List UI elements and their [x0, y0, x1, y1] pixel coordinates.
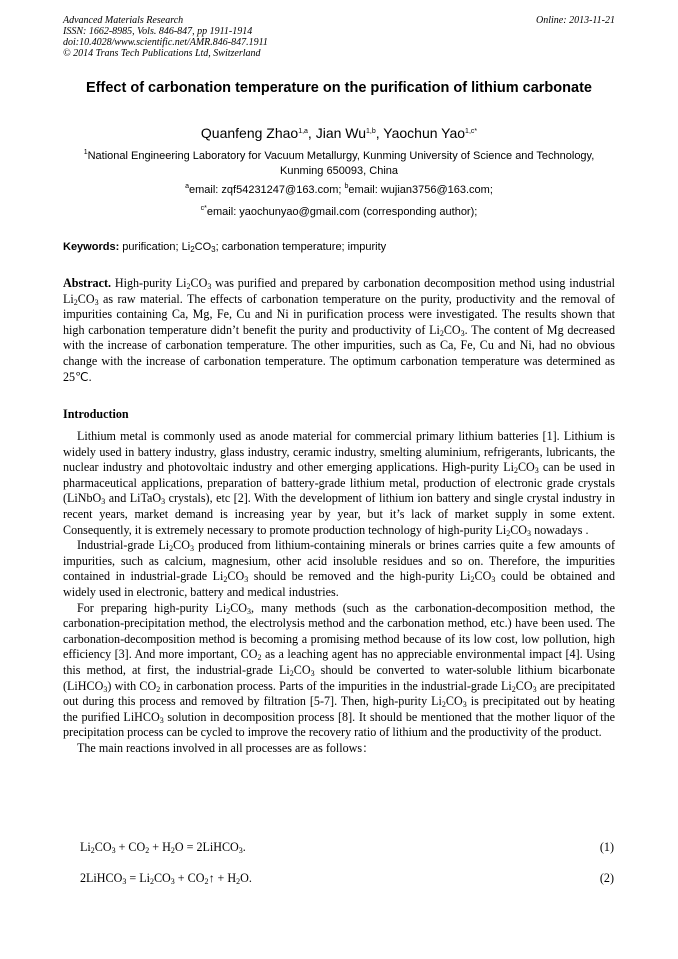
paragraph-text: crystals), etc [2]. With the development of lithium ion battery and single crystal industry in recent years, market demand is increasing year by year, but it’s lack of market supply in some extent. Consequently, it is extremely necessary to promote production technology of high-purity Li	[63, 491, 615, 537]
paragraph: The main reactions involved in all processes are as follows：	[77, 740, 375, 755]
subscript: 2	[90, 846, 95, 855]
subscript: 2	[513, 466, 518, 476]
subscript: 2	[156, 684, 161, 694]
subscript: 3	[238, 846, 243, 855]
copyright-line: © 2014 Trans Tech Publications Ltd, Switzerland	[63, 48, 261, 59]
abstract-text: CO	[190, 276, 208, 290]
equation-text: CO	[153, 871, 171, 885]
paragraph	[63, 601, 615, 741]
subscript: 3	[189, 544, 194, 554]
paragraph-text: Industrial-grade Li	[77, 538, 170, 553]
email-a: email: zqf54231247@163.com;	[189, 184, 342, 196]
paragraph-text: as a leaching agent has no appreciable environmental impact [4]. Using this method, at first, the industrial-grade Li	[63, 647, 616, 677]
keywords-text: ; carbonation temperature; impurity	[215, 241, 387, 253]
affiliation	[63, 149, 615, 178]
paragraph-text: are precipitated out during this process and removed by filtration [5-7]. Then, high-purity Li	[63, 678, 615, 709]
author-sup: 1,a	[298, 128, 308, 135]
paragraph-text: ) with CO	[107, 678, 157, 693]
subscript: 2	[470, 575, 475, 585]
affiliation-sup: 1	[83, 149, 88, 156]
paragraph	[63, 538, 615, 600]
subscript: 3	[247, 606, 251, 616]
abstract-text: High-purity Li	[111, 276, 187, 290]
subscript: 2	[73, 297, 78, 307]
equation-1	[80, 840, 614, 855]
issn-line: ISSN: 1662-8985, Vols. 846-847, pp 1911-1914	[63, 26, 253, 37]
subscript: 2	[169, 544, 174, 554]
equation-text: .	[242, 840, 246, 854]
paragraph-text: For preparing high-purity Li	[77, 600, 227, 615]
paragraph-text: solution in decomposition process [8]. It should be mentioned that the mother liquor of the precipitation process can be cycled to improve the recovery ratio of lithium and the productivity of the product.	[63, 709, 615, 740]
equation-text: CO	[94, 840, 112, 854]
subscript: 3	[534, 466, 539, 476]
equation-text: = Li	[126, 871, 150, 885]
email-sup: a	[185, 183, 190, 190]
email-b: email: wujian3756@163.com;	[348, 184, 493, 196]
equation-text: 2LiHCO	[80, 871, 123, 885]
subscript: 3	[527, 528, 532, 538]
subscript: 2	[190, 245, 195, 254]
subscript: 3	[101, 497, 106, 507]
equation-number: (1)	[599, 840, 614, 854]
subscript: 2	[506, 528, 511, 538]
paragraph-text: CO	[510, 522, 528, 537]
subscript: 2	[204, 877, 209, 886]
author-name: Jian Wu	[315, 125, 367, 141]
subscript: 2	[170, 846, 175, 855]
abstract-text: CO	[77, 291, 95, 306]
abstract-label: Abstract.	[63, 276, 112, 290]
author-sup: 1,c*	[465, 128, 478, 135]
abstract	[63, 276, 615, 385]
subscript: 3	[211, 245, 216, 254]
author-sup: 1,b	[366, 128, 376, 135]
abstract-text: was purified and prepared by carbonation decomposition method using industrial Li	[63, 276, 615, 306]
paragraph-text: CO	[230, 600, 247, 615]
email-sup: b	[344, 183, 349, 190]
paragraph-text: could be obtained and widely used in electronic, battery and medical industries.	[63, 569, 615, 599]
introduction-body	[63, 429, 615, 756]
paragraph-text: and LiTaO	[105, 491, 162, 506]
email-line-2	[63, 205, 615, 219]
abstract-text: as raw material. The effects of carbonation temperature on the purity, productivity and the removal of impurities containing Ca, Mg, Fe, Cu and Ni in purification process were investigated. The results shown that high carbonation temperature didn’t benefit the purity and productivity of Li	[63, 291, 615, 337]
keywords-text: purification; Li	[119, 241, 191, 253]
author-list: Quanfeng Zhao$^{1,a}$, Jian Wu$^{1,b}$, Yaochun Yao$^{1,c*}$	[200, 125, 478, 141]
keywords-text: CO	[194, 241, 212, 253]
keywords	[63, 240, 615, 254]
subscript: 3	[244, 575, 249, 585]
equation-text: + CO	[174, 871, 205, 885]
paragraph-text: should be converted to water-soluble lithium bicarbonate (LiHCO	[63, 662, 616, 693]
subscript: 3	[111, 846, 116, 855]
email-c: email: yaochunyao@gmail.com (corresponding author);	[206, 206, 478, 218]
subscript: 3	[94, 297, 99, 307]
equation-text: O = 2LiHCO	[174, 840, 239, 854]
subscript: 3	[207, 282, 212, 291]
online-date: Online: 2013-11-21	[536, 15, 615, 26]
equation-number: (2)	[599, 871, 614, 885]
subscript: 2	[511, 684, 516, 694]
subscript: 3	[532, 684, 537, 694]
journal-header	[63, 15, 615, 59]
subscript: 3	[462, 700, 467, 710]
subscript: 3	[491, 575, 496, 585]
keywords-label: Keywords:	[63, 241, 120, 253]
paragraph-text: CO	[474, 569, 492, 584]
author-name: Yaochun Yao	[383, 125, 466, 141]
paragraph-text: CO	[517, 460, 535, 475]
paragraph-text: is precipitated out by heating the purified LiHCO	[63, 694, 615, 724]
subscript: 3	[159, 715, 164, 725]
paragraph-text: CO	[227, 569, 245, 584]
subscript: 2	[439, 328, 444, 338]
email-sup: c*	[200, 205, 207, 212]
paragraph-text: in carbonation process. Parts of the impurities in the industrial-grade Li	[160, 678, 512, 693]
paragraph	[63, 429, 615, 538]
subscript: 2	[441, 700, 446, 710]
paragraph-text: can be used in pharmaceutical applications, preparation of battery-grade lithium metal, production of electronic grade crystals (LiNbO	[63, 460, 615, 506]
equation-text: + H	[149, 840, 171, 854]
abstract-text: CO	[443, 322, 461, 337]
paragraph-text: CO	[173, 538, 190, 553]
equation-text: + CO	[115, 840, 146, 854]
paragraph-text: CO	[293, 662, 311, 677]
equation-text: O.	[240, 871, 252, 885]
subscript: 2	[257, 653, 262, 663]
subscript: 3	[460, 328, 465, 338]
subscript: 3	[122, 877, 127, 886]
paragraph-text: CO	[445, 694, 463, 709]
email-line-1	[63, 183, 615, 197]
subscript: 2	[145, 846, 150, 855]
equation-text: ↑ + H	[208, 871, 237, 885]
subscript: 2	[223, 575, 228, 585]
paragraph-text: CO	[515, 678, 533, 693]
subscript: 2	[226, 606, 231, 616]
equation-2	[80, 871, 614, 886]
paragraph-text: Lithium metal is commonly used as anode material for commercial primary lithium batteries [1]. Lithium is widely used in battery industry, glass industry, ceramic industry, smelting aluminium, refrigerants, lubricants, the nuclear industry and photovoltaic industry and other emerging applications. High-purity Li	[63, 429, 615, 475]
journal-name: Advanced Materials Research	[63, 15, 184, 26]
subscript: 3	[161, 497, 166, 507]
paragraph-text: , many methods (such as the carbonation-decomposition method, the carbonation-precipitation method, the electrolysis method and the carbonation method, etc.) have been used. The carbonation-decomposition method is becoming a promising method because of its low cost, low pollution, high efficiency [3]. And more important, CO	[63, 600, 615, 662]
subscript: 2	[289, 668, 294, 678]
paper-title: Effect of carbonation temperature on the purification of lithium carbonate	[86, 80, 592, 96]
section-heading-introduction: Introduction	[63, 407, 129, 421]
subscript: 2	[236, 877, 241, 886]
subscript: 2	[149, 877, 154, 886]
subscript: 2	[186, 282, 191, 291]
doi-line: doi:10.4028/www.scientific.net/AMR.846-847.1911	[63, 37, 268, 48]
subscript: 3	[170, 877, 175, 886]
affiliation-text: National Engineering Laboratory for Vacuum Metallurgy, Kunming University of Science and Technology, Kunming 650093, China	[87, 150, 595, 177]
abstract-text: . The content of Mg decreased with the increase of carbonation temperature. The other impurities, such as Ca, Fe, Cu and Ni, had no obvious change with the increase of carbonation temperature. The optimum carbonation temperature was determined as 25℃.	[63, 322, 615, 384]
paragraph-text: produced from lithium-containing minerals or brines carries quite a few amounts of impurities, such as calcium, magnesium, other acid insoluble residues and so on. Therefore, the impurities contained in industrial-grade Li	[63, 538, 615, 584]
subscript: 3	[103, 684, 108, 694]
author-name: Quanfeng Zhao	[200, 125, 299, 141]
paragraph-text: nowadays .	[531, 522, 589, 537]
subscript: 3	[310, 668, 315, 678]
equation-text: Li	[80, 840, 91, 854]
paragraph-text: should be removed and the high-purity Li	[248, 569, 471, 584]
